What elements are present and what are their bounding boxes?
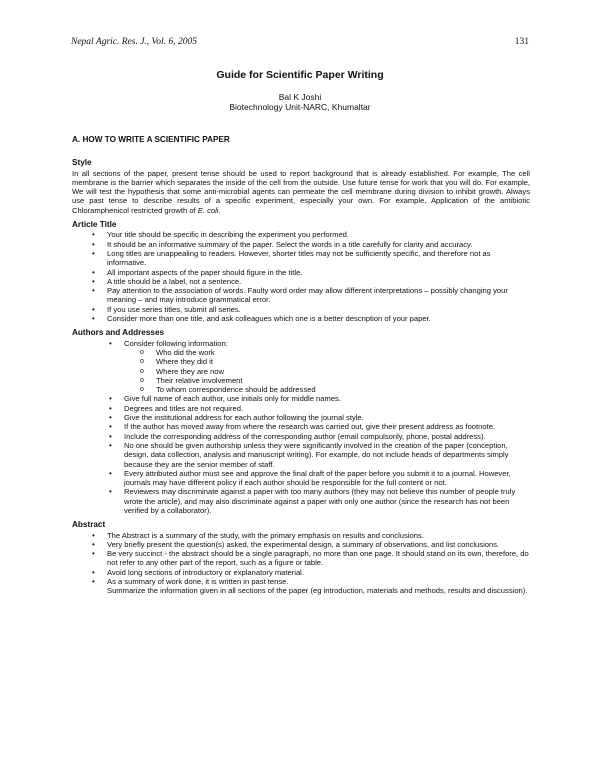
author-affiliation: Biotechnology Unit-NARC, Khumaltar xyxy=(229,102,371,112)
style-heading: Style xyxy=(72,158,92,168)
list-item: • If you use series titles, submit all series. xyxy=(72,305,530,314)
list-item: • Pay attention to the association of words. Faulty word order may allow different interpretations – possibly changing your meaning – and may introduce grammatical error. xyxy=(72,286,530,305)
authors-sub-list xyxy=(124,348,530,394)
list-item: • Include the corresponding address of the corresponding author (email compulsorily, phone, postal address). xyxy=(72,432,530,441)
list-item: • All important aspects of the paper should figure in the title. xyxy=(72,268,530,277)
list-item: • If the author has moved away from where the research was carried out, give their present address as footnote. xyxy=(72,422,530,431)
list-item: • As a summary of work done, it is written in past tense. xyxy=(72,577,530,586)
authors-heading: Authors and Addresses xyxy=(72,328,165,338)
list-item: • Degrees and titles are not required. xyxy=(72,404,530,413)
list-item: • Reviewers may discriminate against a paper with too many authors (they may not believe this number of people truly wrote the article), and may also discriminate against a paper with only one author (since the research has not been verified by a collaborator). xyxy=(72,487,530,515)
style-text: In all sections of the paper, present tense should be used to report background that is already established. For example, The cell membrane is the barrier which separates the inside of the cell from the outside. Use future tense for work that you will do. For example, We will test the hypothesis that some anti-microbial agents can permeate the cell membrane during division to inhibit growth. Always use past tense to describe results of a specific experiment, especially your own. For example, Application of the antibiotic Chloramphenicol restricted growth of xyxy=(72,168,530,215)
sub-list-item: o Where they are now xyxy=(124,367,530,376)
abstract-list xyxy=(72,531,530,587)
page-number: 131 xyxy=(514,37,529,47)
list-item: • Give full name of each author, use initials only for middle names. xyxy=(72,394,530,403)
article-title-heading: Article Title xyxy=(72,220,117,230)
running-header: Nepal Agric. Res. J., Vol. 6, 2005 xyxy=(71,37,197,47)
authors-list xyxy=(72,339,530,516)
list-item: • No one should be given authorship unless they were significantly involved in the creation of the paper (conception, design, data collection, analysis and manuscript writing). For example, do not include heads of departments simply because they are the senior member of staff. xyxy=(72,441,530,469)
style-text-end: . xyxy=(218,205,221,215)
list-item: • Give the institutional address for each author following the journal style. xyxy=(72,413,530,422)
sub-list-item: o To whom correspondence should be addressed xyxy=(124,385,530,394)
style-paragraph xyxy=(72,169,530,215)
author-name: Bal K Joshi xyxy=(278,92,322,102)
abstract-continuation: Summarize the information given in all sections of the paper (eg introduction, materials and methods, results and discussion). xyxy=(107,586,528,596)
list-item xyxy=(72,339,530,395)
list-item: • It should be an informative summary of the paper. Select the words in a title carefully for clarity and accuracy. xyxy=(72,240,530,249)
list-item: • Be very succinct - the abstract should be a single paragraph, no more than one page. It should stand on its own, therefore, do not refer to any other part of the report, such as a figure or table. xyxy=(72,549,530,568)
article-title-list xyxy=(72,230,530,323)
list-item: • The Abstract is a summary of the study, with the primary emphasis on results and conclusions. xyxy=(72,531,530,540)
sub-list-item: o Who did the work xyxy=(124,348,530,357)
list-item: • Consider more than one title, and ask colleagues which one is a better description of your paper. xyxy=(72,314,530,323)
abstract-heading: Abstract xyxy=(72,520,106,530)
list-item: • Your title should be specific in describing the experiment you performed. xyxy=(72,230,530,239)
list-item: • Avoid long sections of introductory or explanatory material. xyxy=(72,568,530,577)
section-heading: A. HOW TO WRITE A SCIENTIFIC PAPER xyxy=(72,135,230,144)
consider-label: Consider following information: xyxy=(124,338,228,348)
list-item: • Every attributed author must see and approve the final draft of the paper before you submit it to a journal. However, journals may have different policy if each author should be responsible for the full content or not. xyxy=(72,469,530,488)
sub-list-item: o Their relative involvement xyxy=(124,376,530,385)
sub-list-item: o Where they did it xyxy=(124,357,530,366)
paper-title: Guide for Scientific Paper Writing xyxy=(216,69,384,81)
main-content xyxy=(72,135,530,596)
list-item: • Very briefly present the question(s) asked, the experimental design, a summary of observations, and list conclusions. xyxy=(72,540,530,549)
style-italic-term: E. coli xyxy=(197,205,219,215)
list-item: • A title should be a label, not a sentence. xyxy=(72,277,530,286)
list-item: • Long titles are unappealing to readers. However, shorter titles may not be sufficiently specific, and therefore not as informative. xyxy=(72,249,530,268)
